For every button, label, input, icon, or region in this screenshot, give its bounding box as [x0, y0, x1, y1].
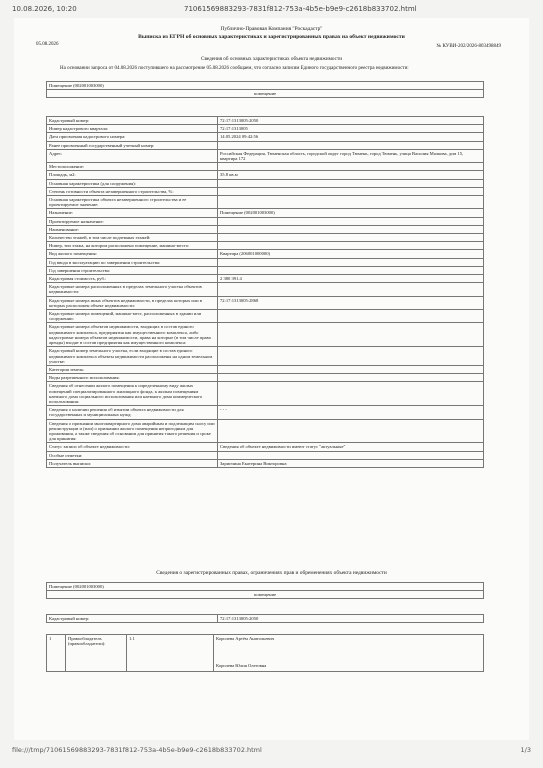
table-row	[47, 374, 484, 382]
row-value: 35.8 кв.м	[218, 171, 484, 179]
table-row	[47, 196, 484, 209]
table-row	[47, 82, 484, 90]
row-label: Местоположение:	[47, 163, 218, 171]
row-label: Номер, тип этажа, на котором расположено помещение, машино-место:	[47, 242, 218, 250]
row-value: 72:17:1313005:2050	[218, 117, 484, 125]
row-value	[218, 242, 484, 250]
row-label: Сведения о признании многоквартирного дома аварийным и подлежащим сносу или реконструкции и (или) о признании жилого помещения непригодным для проживания, а также сведения об основании для принятия такого решения и сроке для принятия:	[47, 419, 218, 443]
row-label: Категория земель:	[47, 365, 218, 373]
row-label: Кадастровая стоимость, руб.:	[47, 275, 218, 283]
table-row	[47, 406, 484, 419]
print-page-number: 1/3	[520, 746, 531, 754]
table-row	[47, 451, 484, 459]
row-value: 72:17:1313005	[218, 125, 484, 133]
browser-print-header	[12, 5, 531, 17]
object-kind-table	[46, 81, 484, 98]
row-value	[218, 266, 484, 274]
row-label: Основная характеристика (для сооружения):	[47, 179, 218, 187]
table-row	[47, 443, 484, 451]
row-value	[218, 310, 484, 323]
holders-table	[46, 634, 484, 672]
section2-cad-value: 72:17:1313005:2050	[218, 615, 484, 623]
row-label: Кадастровые номера помещений, машино-мест, расположенных в здании или сооружении:	[47, 310, 218, 323]
section2-kind: Помещение (002001003000)	[47, 583, 484, 591]
row-value	[218, 163, 484, 171]
row-label: Количество этажей, в том числе подземных этажей:	[47, 234, 218, 242]
row-value	[218, 234, 484, 242]
table-row	[47, 635, 484, 672]
section2-kind-table	[46, 582, 484, 599]
row-label: Степень готовности объекта незавершенного строительства, %:	[47, 187, 218, 195]
row-label: Основная характеристика объекта незавершенного строительства и ее проектируемое значение:	[47, 196, 218, 209]
table-row	[47, 163, 484, 171]
table-row	[47, 250, 484, 258]
row-label: Особые отметки:	[47, 451, 218, 459]
row-value	[218, 258, 484, 266]
row-label: Виды разрешенного использования:	[47, 374, 218, 382]
table-row	[47, 141, 484, 149]
table-row	[47, 266, 484, 274]
table-row	[47, 171, 484, 179]
row-label: Кадастровый номер земельного участка, если входящие в состав единого недвижимого комплекса объекты недвижимости расположены на одном земельном участке:	[47, 347, 218, 366]
row-value	[218, 323, 484, 347]
table-row	[47, 90, 484, 98]
print-filename: 71061569883293-7831f812-753a-4b5e-b9e9-c2618b833702.html	[184, 5, 417, 13]
row-value	[218, 451, 484, 459]
table-row	[47, 258, 484, 266]
row-label: Дата присвоения кадастрового номера:	[47, 133, 218, 141]
row-label: Адрес:	[47, 149, 218, 162]
table-row	[47, 242, 484, 250]
section-title: Сведения об основных характеристиках объекта недвижимости	[201, 56, 342, 62]
table-row	[47, 283, 484, 296]
row-value	[218, 419, 484, 443]
print-path: file:///tmp/71061569883293-7831f812-753a-4b5e-b9e9-c2618b833702.html	[12, 746, 262, 754]
table-row	[47, 125, 484, 133]
section2-title: Сведения о зарегистрированных правах, ограничениях прав и обременениях объекта недвижимости	[156, 570, 387, 576]
table-row	[47, 275, 484, 283]
row-label: Ранее присвоенный государственный учетный номер:	[47, 141, 218, 149]
characteristics-table	[46, 116, 484, 468]
section2-cad-table	[46, 614, 484, 623]
row-value: Российская Федерация, Тюменская область, городской округ город Тюмень, город Тюмень, улица Василия Малкова, дом 15, квартира 172	[218, 149, 484, 162]
row-label: Кадастровый номер:	[47, 117, 218, 125]
row-value: Квартира (206001000000)	[218, 250, 484, 258]
row-value: 72:17:1313005:2868	[218, 296, 484, 309]
document-page	[14, 18, 529, 740]
table-row	[47, 323, 484, 347]
row-label: Сведения о наличии решения об изъятии объекта недвижимости для государственных и муниципальных нужд:	[47, 406, 218, 419]
row-value: Сведения об объекте недвижимости имеют статус "актуальные"	[218, 443, 484, 451]
row-value	[218, 382, 484, 406]
table-row	[47, 149, 484, 162]
table-row	[47, 217, 484, 225]
browser-print-footer	[12, 746, 531, 754]
table-row	[47, 225, 484, 233]
row-label: Наименование:	[47, 225, 218, 233]
row-label: Кадастровые номера иных объектов недвижимости, в пределах которых или в которых расположен объект недвижимости:	[47, 296, 218, 309]
row-label: Кадастровые номера расположенных в пределах земельного участка объектов недвижимости:	[47, 283, 218, 296]
holder-names	[214, 635, 484, 672]
row-value	[218, 347, 484, 366]
row-label: Площадь, м2:	[47, 171, 218, 179]
row-value	[218, 217, 484, 225]
row-value	[218, 225, 484, 233]
table-row	[47, 615, 484, 623]
table-row	[47, 382, 484, 406]
row-label: Номер кадастрового квартала:	[47, 125, 218, 133]
object-type: помещение	[47, 90, 484, 98]
row-value: 2 380 391.4	[218, 275, 484, 283]
row-value	[218, 365, 484, 373]
row-label: Год завершения строительства:	[47, 266, 218, 274]
row-label: Получатель выписки:	[47, 459, 218, 467]
row-value: - - -	[218, 406, 484, 419]
holder-1: Королева Артём Анатольевич	[216, 636, 275, 641]
row-label: Сведения об отнесении жилого помещения к определенному виду жилых помещений специализированного жилищного фонда, к жилым помещениям наемного дома социального использования или наемного дома коммерческого использования:	[47, 382, 218, 406]
row-label: Проектируемое назначение:	[47, 217, 218, 225]
section2-cad-label: Кадастровый номер:	[47, 615, 218, 623]
table-row	[47, 296, 484, 309]
holder-sub: 1.1	[127, 635, 214, 672]
object-kind: Помещение (002001003000)	[47, 82, 484, 90]
table-row	[47, 234, 484, 242]
row-value	[218, 187, 484, 195]
row-value	[218, 179, 484, 187]
table-row	[47, 591, 484, 599]
table-row	[47, 459, 484, 467]
document-number: № КУВИ-202/2026-803498849	[436, 44, 501, 49]
holder-2: Королева Юлия Олеговна	[216, 663, 267, 669]
table-row	[47, 179, 484, 187]
organization-name: Публично-Правовая Компания "Роскадастр"	[220, 26, 323, 32]
row-value: Помещение (002001003000)	[218, 209, 484, 217]
row-value: 14.05.2024 09:42:56	[218, 133, 484, 141]
table-row	[47, 187, 484, 195]
table-row	[47, 583, 484, 591]
holder-num: 1	[47, 635, 66, 672]
row-label: Кадастровые номера объектов недвижимости, входящих в состав единого недвижимого комплекса, предприятия как имущественного комплекса, либо кадастровые номера объектов недвижимости, права на которые (в том числе право аренды) входят в состав предприятия как имущественного комплекса:	[47, 323, 218, 347]
row-label: Статус записи об объекте недвижимости:	[47, 443, 218, 451]
table-row	[47, 365, 484, 373]
table-row	[47, 209, 484, 217]
row-value	[218, 283, 484, 296]
row-value	[218, 374, 484, 382]
document-title: Выписка из ЕГРН об основных характеристиках и зарегистрированных правах на объект недвижимости	[138, 34, 405, 40]
document-date: 05.08.2026	[36, 42, 59, 47]
table-row	[47, 133, 484, 141]
table-row	[47, 117, 484, 125]
row-value	[218, 141, 484, 149]
print-datetime: 10.08.2026, 10:20	[12, 5, 77, 13]
row-label: Вид жилого помещения:	[47, 250, 218, 258]
row-label: Назначение:	[47, 209, 218, 217]
row-value: Зарипчина Екатерина Викторовна	[218, 459, 484, 467]
section2-type: помещение	[47, 591, 484, 599]
row-label: Год ввода в эксплуатацию по завершении строительства:	[47, 258, 218, 266]
table-row	[47, 419, 484, 443]
row-value	[218, 196, 484, 209]
holder-label: Правообладатель (правообладатели):	[66, 635, 127, 672]
intro-text: На основании запроса от 04.08.2026 поступившего на рассмотрение 05.08.2026 сообщаем, что согласно записям Единого государственного реестра недвижимости:	[60, 66, 409, 71]
table-row	[47, 310, 484, 323]
table-row	[47, 347, 484, 366]
